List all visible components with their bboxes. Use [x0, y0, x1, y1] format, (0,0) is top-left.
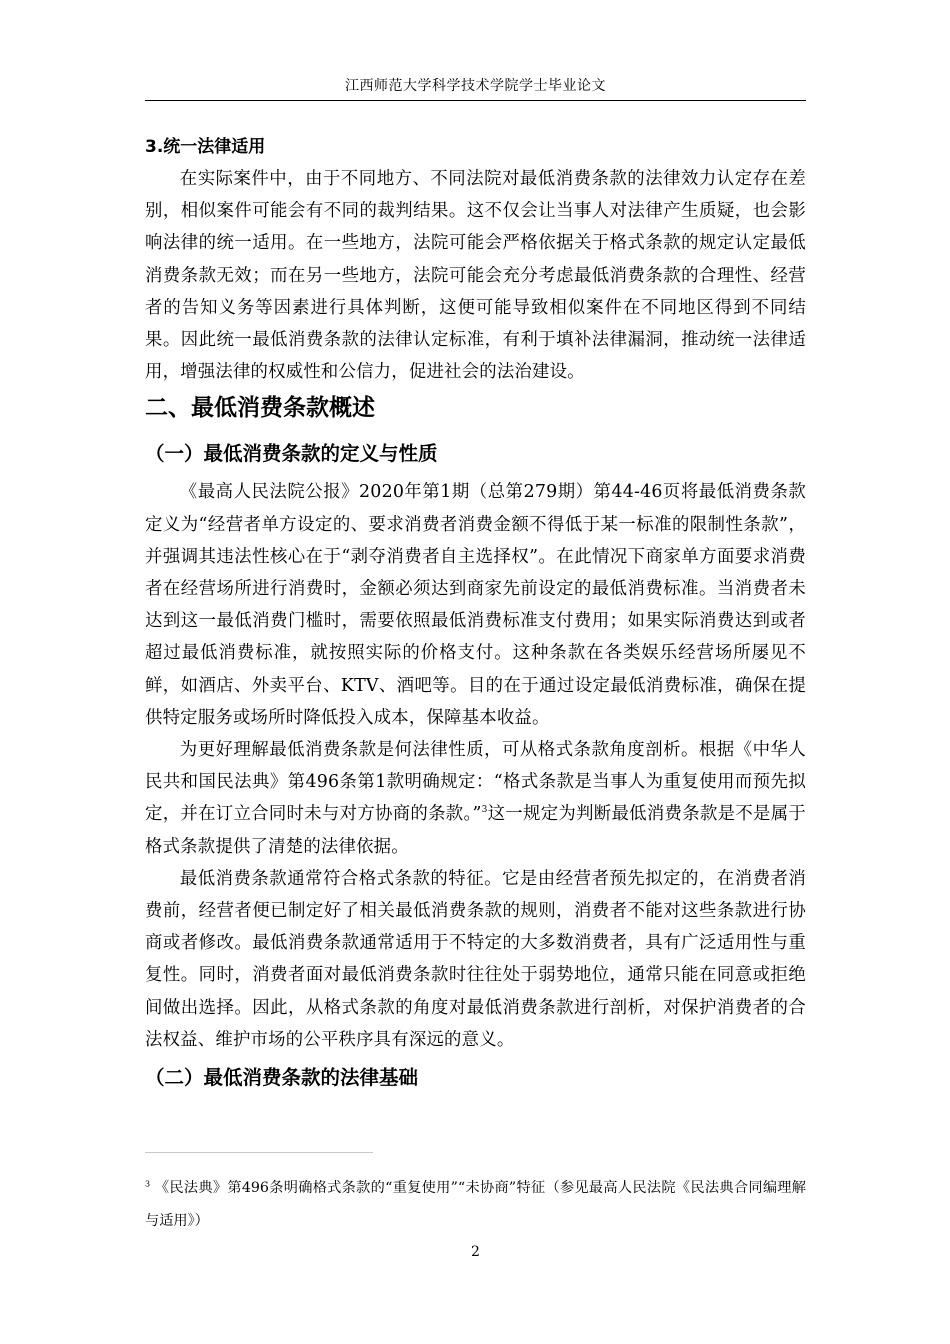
chapter-2-heading: 二、最低消费条款概述	[145, 395, 375, 422]
header-divider	[145, 100, 806, 101]
running-header: 江西师范大学科学技术学院学士毕业论文	[345, 78, 606, 94]
page-number: 2	[471, 1244, 480, 1260]
footnote-divider	[145, 1152, 373, 1153]
section-2-2-heading: （二）最低消费条款的法律基础	[145, 1066, 419, 1090]
footnote-text: 《民法典》第496条明确格式条款的“重复使用”“未协商”特征（参见最高人民法院《民法典合同编理解与适用》）	[145, 1180, 806, 1229]
paragraph-2-text-after-ref: 这一规定为判断最低消费条款是不是属于格式条款提供了清楚的法律依据。	[145, 804, 806, 857]
footnote-marker: 3	[145, 1179, 151, 1189]
paragraph-2-text-before-ref: 为更好理解最低消费条款是何法律性质，可从格式条款角度剖析。根据《中华人民共和国民法典》第496条第1款明确规定：“格式条款是当事人为重复使用而预先拟定，并在订立合同时未与对方协商的条款。”	[145, 740, 806, 825]
section-3-paragraph: 在实际案件中，由于不同地方、不同法院对最低消费条款的法律效力认定存在差别，相似案件可能会有不同的裁判结果。这不仅会让当事人对法律产生质疑，也会影响法律的统一适用。在一些地方，法院可能会严格依据关于格式条款的规定认定最低消费条款无效；而在另一些地方，法院可能会充分考虑最低消费条款的合理性、经营者的告知义务等因素进行具体判断，这便可能导致相似案件在不同地区得到不同结果。因此统一最低消费条款的法律认定标准，有利于填补法律漏洞，推动统一法律适用，增强法律的权威性和公信力，促进社会的法治建设。	[145, 169, 806, 383]
section-2-1-paragraph-1: 《最高人民法院公报》2020年第1期（总第279期）第44-46页将最低消费条款定义为“经营者单方设定的、要求消费者消费金额不得低于某一标准的限制性条款”，并强调其违法性核心在于“剥夺消费者自主选择权”。在此情况下商家单方面要求消费者在经营场所进行消费时，金额必须达到商家先前设定的最低消费标准。当消费者未达到这一最低消费门槛时，需要依照最低消费标准支付费用；如果实际消费达到或者超过最低消费标准，就按照实际的价格支付。这种条款在各类娱乐经营场所屡见不鲜，如酒店、外卖平台、KTV、酒吧等。目的在于通过设定最低消费标准，确保在提供特定服务或场所时降低投入成本，保障基本收益。	[145, 482, 806, 728]
body-content	[145, 131, 806, 1100]
footnote	[145, 1172, 806, 1238]
section-2-1-paragraph-2	[145, 734, 806, 863]
section-3-heading: 3.统一法律适用	[145, 137, 266, 157]
section-2-1-paragraph-3: 最低消费条款通常符合格式条款的特征。它是由经营者预先拟定的，在消费者消费前，经营者便已制定好了相关最低消费条款的规则，消费者不能对这些条款进行协商或者修改。最低消费条款通常适用于不特定的大多数消费者，具有广泛适用性与重复性。同时，消费者面对最低消费条款时往往处于弱势地位，通常只能在同意或拒绝间做出选择。因此，从格式条款的角度对最低消费条款进行剖析，对保护消费者的合法权益、维护市场的公平秩序具有深远的意义。	[145, 868, 806, 1050]
footnote-reference[interactable]: 3	[481, 805, 488, 816]
section-2-1-heading: （一）最低消费条款的定义与性质	[145, 442, 438, 466]
